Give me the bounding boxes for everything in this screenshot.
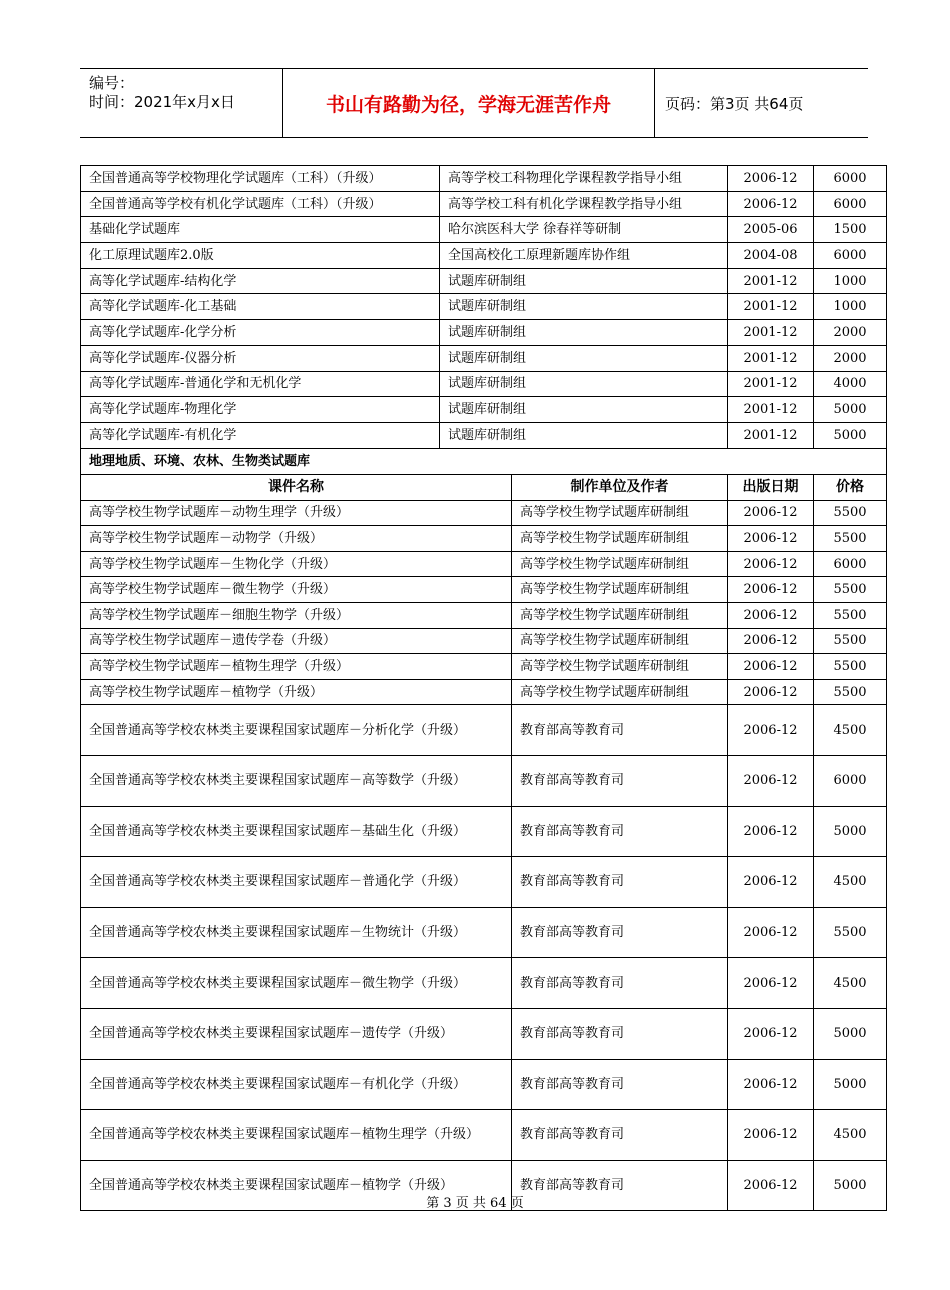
cell-price: 5000 (814, 397, 887, 423)
cell-author: 高等学校生物学试题库研制组 (512, 679, 728, 705)
header-meta (80, 69, 283, 137)
cell-name: 全国普通高等学校农林类主要课程国家试题库－遗传学（升级） (81, 1008, 512, 1059)
table-row (81, 958, 887, 1009)
cell-author: 教育部高等教育司 (512, 1110, 728, 1161)
chemistry-table-body (81, 166, 887, 449)
cell-price: 5500 (814, 602, 887, 628)
section-title: 地理地质、环境、农林、生物类试题库 (81, 449, 887, 475)
cell-name: 高等化学试题库-化工基础 (81, 294, 440, 320)
number-label: 编号： (89, 74, 135, 92)
table-row (81, 320, 887, 346)
table-row (81, 679, 887, 705)
cell-date: 2006-12 (728, 602, 814, 628)
cell-date: 2006-12 (728, 857, 814, 908)
cell-name: 全国普通高等学校农林类主要课程国家试题库－分析化学（升级） (81, 705, 512, 756)
cell-name: 基础化学试题库 (81, 217, 440, 243)
cell-author: 试题库研制组 (440, 422, 728, 448)
table-row (81, 422, 887, 448)
cell-name: 全国普通高等学校物理化学试题库（工科）（升级） (81, 166, 440, 192)
cell-date: 2006-12 (728, 679, 814, 705)
cell-date: 2001-12 (728, 345, 814, 371)
table-row (81, 397, 887, 423)
table-row (81, 705, 887, 756)
cell-author: 教育部高等教育司 (512, 755, 728, 806)
cell-author: 全国高校化工原理新题库协作组 (440, 243, 728, 269)
table-row (81, 628, 887, 654)
cell-price: 5500 (814, 679, 887, 705)
header-motto: 书山有路勤为径，学海无涯苦作舟 (283, 69, 655, 137)
cell-author: 高等学校生物学试题库研制组 (512, 628, 728, 654)
cell-price: 5500 (814, 907, 887, 958)
cell-name: 高等化学试题库-普通化学和无机化学 (81, 371, 440, 397)
table-row (81, 371, 887, 397)
bio-table (80, 448, 887, 1211)
cell-name: 高等化学试题库-结构化学 (81, 268, 440, 294)
header-author: 制作单位及作者 (512, 475, 728, 501)
table-row (81, 166, 887, 192)
section-title-row (81, 449, 887, 475)
cell-date: 2006-12 (728, 1008, 814, 1059)
cell-name: 高等学校生物学试题库－生物化学（升级） (81, 551, 512, 577)
cell-date: 2006-12 (728, 705, 814, 756)
cell-name: 高等学校生物学试题库－植物生理学（升级） (81, 654, 512, 680)
table-row (81, 806, 887, 857)
table-row (81, 526, 887, 552)
cell-date: 2006-12 (728, 1059, 814, 1110)
table-row (81, 345, 887, 371)
cell-author: 试题库研制组 (440, 371, 728, 397)
cell-date: 2006-12 (728, 1110, 814, 1161)
header-date: 出版日期 (728, 475, 814, 501)
cell-author: 高等学校生物学试题库研制组 (512, 526, 728, 552)
cell-date: 2006-12 (728, 654, 814, 680)
cell-author: 试题库研制组 (440, 397, 728, 423)
cell-price: 5500 (814, 654, 887, 680)
cell-date: 2006-12 (728, 191, 814, 217)
cell-price: 1000 (814, 294, 887, 320)
cell-author: 高等学校工科物理化学课程教学指导小组 (440, 166, 728, 192)
cell-name: 全国普通高等学校农林类主要课程国家试题库－微生物学（升级） (81, 958, 512, 1009)
cell-author: 高等学校工科有机化学课程教学指导小组 (440, 191, 728, 217)
cell-name: 高等学校生物学试题库－动物生理学（升级） (81, 500, 512, 526)
cell-price: 6000 (814, 166, 887, 192)
table-row (81, 857, 887, 908)
table-row (81, 577, 887, 603)
cell-name: 高等化学试题库-物理化学 (81, 397, 440, 423)
cell-name: 全国普通高等学校农林类主要课程国家试题库－植物生理学（升级） (81, 1110, 512, 1161)
cell-author: 教育部高等教育司 (512, 1008, 728, 1059)
cell-author: 教育部高等教育司 (512, 1160, 728, 1211)
cell-name: 高等化学试题库-有机化学 (81, 422, 440, 448)
cell-price: 5500 (814, 500, 887, 526)
cell-author: 教育部高等教育司 (512, 907, 728, 958)
cell-author: 高等学校生物学试题库研制组 (512, 551, 728, 577)
table-row (81, 294, 887, 320)
cell-price: 2000 (814, 320, 887, 346)
cell-price: 4500 (814, 1110, 887, 1161)
cell-author: 试题库研制组 (440, 320, 728, 346)
table-row (81, 755, 887, 806)
cell-name: 全国普通高等学校农林类主要课程国家试题库－植物学（升级） (81, 1160, 512, 1211)
table-row (81, 602, 887, 628)
cell-price: 6000 (814, 243, 887, 269)
table-row (81, 268, 887, 294)
cell-price: 4500 (814, 857, 887, 908)
cell-author: 高等学校生物学试题库研制组 (512, 602, 728, 628)
header-price: 价格 (814, 475, 887, 501)
cell-price: 1000 (814, 268, 887, 294)
cell-date: 2006-12 (728, 577, 814, 603)
cell-date: 2001-12 (728, 294, 814, 320)
page-footer: 第 3 页 共 64 页 (426, 1196, 524, 1211)
cell-date: 2006-12 (728, 500, 814, 526)
cell-price: 1500 (814, 217, 887, 243)
cell-price: 5500 (814, 577, 887, 603)
cell-date: 2005-06 (728, 217, 814, 243)
cell-author: 高等学校生物学试题库研制组 (512, 654, 728, 680)
cell-date: 2006-12 (728, 806, 814, 857)
cell-date: 2001-12 (728, 320, 814, 346)
cell-author: 教育部高等教育司 (512, 857, 728, 908)
cell-price: 6000 (814, 191, 887, 217)
cell-price: 5500 (814, 628, 887, 654)
cell-name: 高等学校生物学试题库－遗传学卷（升级） (81, 628, 512, 654)
cell-price: 6000 (814, 551, 887, 577)
cell-author: 教育部高等教育司 (512, 705, 728, 756)
table-row (81, 500, 887, 526)
table-row (81, 1110, 887, 1161)
table-row (81, 1008, 887, 1059)
cell-date: 2006-12 (728, 958, 814, 1009)
cell-price: 5000 (814, 1160, 887, 1211)
cell-name: 全国普通高等学校农林类主要课程国家试题库－基础生化（升级） (81, 806, 512, 857)
cell-price: 5000 (814, 1008, 887, 1059)
cell-name: 高等化学试题库-化学分析 (81, 320, 440, 346)
cell-author: 试题库研制组 (440, 294, 728, 320)
cell-date: 2001-12 (728, 371, 814, 397)
cell-date: 2006-12 (728, 628, 814, 654)
cell-date: 2004-08 (728, 243, 814, 269)
cell-author: 试题库研制组 (440, 345, 728, 371)
cell-author: 试题库研制组 (440, 268, 728, 294)
header-page-info: 页码：第3页 共64页 (665, 94, 804, 113)
cell-price: 4000 (814, 371, 887, 397)
cell-price: 5500 (814, 526, 887, 552)
cell-name: 化工原理试题库2.0版 (81, 243, 440, 269)
table-row (81, 1059, 887, 1110)
header-name: 课件名称 (81, 475, 512, 501)
cell-name: 高等学校生物学试题库－动物学（升级） (81, 526, 512, 552)
cell-date: 2001-12 (728, 397, 814, 423)
cell-price: 5000 (814, 422, 887, 448)
bio-table-body (81, 449, 887, 1211)
cell-name: 高等学校生物学试题库－细胞生物学（升级） (81, 602, 512, 628)
cell-name: 全国普通高等学校农林类主要课程国家试题库－普通化学（升级） (81, 857, 512, 908)
cell-date: 2001-12 (728, 268, 814, 294)
cell-author: 教育部高等教育司 (512, 958, 728, 1009)
time-label: 时间：2021年x月x日 (89, 93, 235, 111)
cell-name: 全国普通高等学校农林类主要课程国家试题库－高等数学（升级） (81, 755, 512, 806)
table-header-row (81, 475, 887, 501)
cell-date: 2006-12 (728, 755, 814, 806)
chemistry-table (80, 165, 887, 449)
cell-price: 6000 (814, 755, 887, 806)
cell-price: 4500 (814, 958, 887, 1009)
table-row (81, 217, 887, 243)
cell-date: 2006-12 (728, 166, 814, 192)
cell-date: 2006-12 (728, 551, 814, 577)
cell-price: 4500 (814, 705, 887, 756)
cell-price: 2000 (814, 345, 887, 371)
cell-price: 5000 (814, 1059, 887, 1110)
cell-name: 全国普通高等学校农林类主要课程国家试题库－生物统计（升级） (81, 907, 512, 958)
cell-price: 5000 (814, 806, 887, 857)
cell-name: 全国普通高等学校农林类主要课程国家试题库－有机化学（升级） (81, 1059, 512, 1110)
cell-author: 高等学校生物学试题库研制组 (512, 577, 728, 603)
cell-name: 高等学校生物学试题库－植物学（升级） (81, 679, 512, 705)
table-row (81, 191, 887, 217)
cell-name: 高等化学试题库-仪器分析 (81, 345, 440, 371)
cell-author: 高等学校生物学试题库研制组 (512, 500, 728, 526)
cell-author: 教育部高等教育司 (512, 1059, 728, 1110)
cell-date: 2006-12 (728, 907, 814, 958)
cell-name: 全国普通高等学校有机化学试题库（工科）（升级） (81, 191, 440, 217)
table-row (81, 907, 887, 958)
cell-date: 2001-12 (728, 422, 814, 448)
cell-date: 2006-12 (728, 526, 814, 552)
table-row (81, 654, 887, 680)
cell-author: 教育部高等教育司 (512, 806, 728, 857)
table-row (81, 551, 887, 577)
cell-name: 高等学校生物学试题库－微生物学（升级） (81, 577, 512, 603)
cell-author: 哈尔滨医科大学 徐春祥等研制 (440, 217, 728, 243)
cell-date: 2006-12 (728, 1160, 814, 1211)
page-header (80, 68, 868, 138)
table-row (81, 243, 887, 269)
